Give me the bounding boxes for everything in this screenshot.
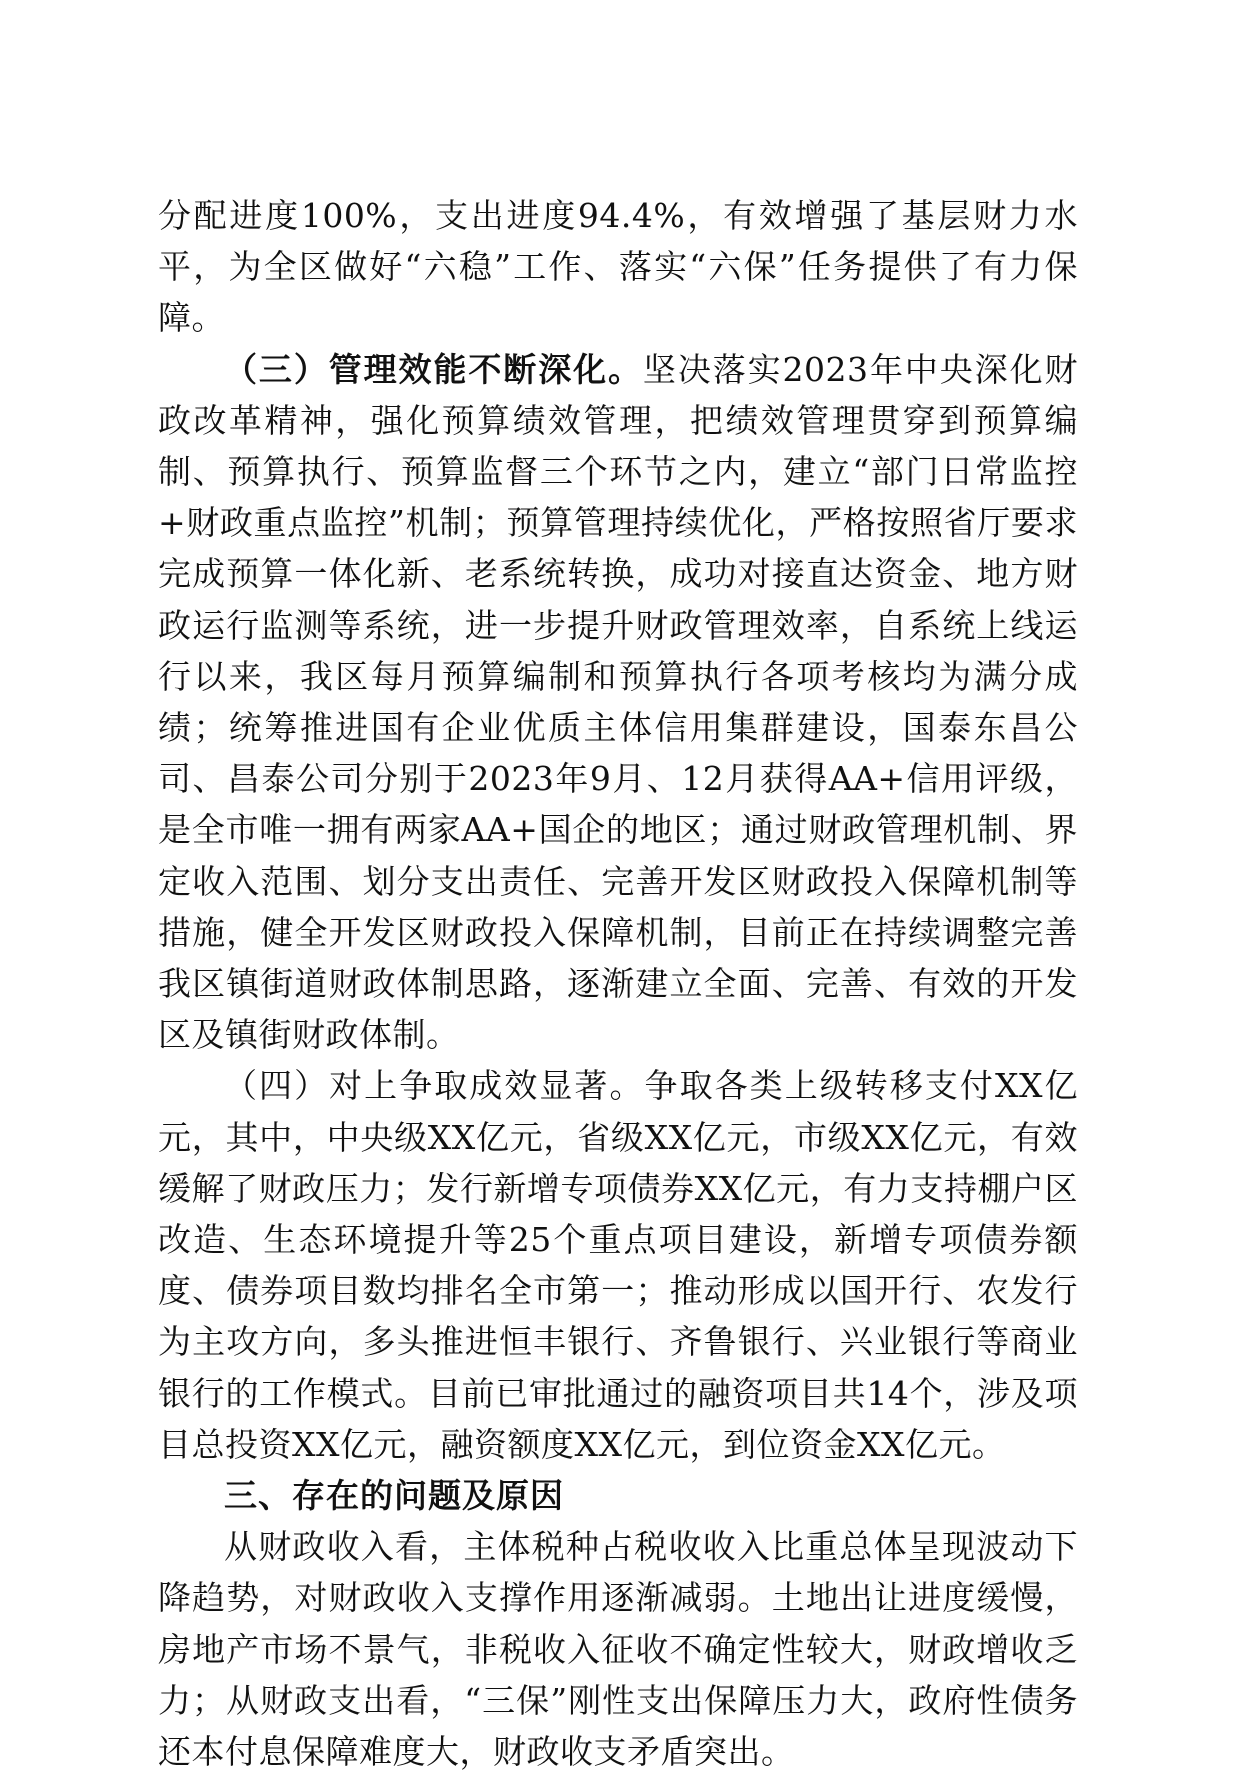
- section-lead-management-efficiency: （三）管理效能不断深化。: [224, 349, 643, 389]
- paragraph-management-efficiency-body: 坚决落实2023年中央深化财政改革精神，强化预算绩效管理，把绩效管理贯穿到预算编制、预算执行、预算监督三个环节之内，建立“部门日常监控+财政重点监控”机制；预算管理持续优化，严格按照省厅要求完成预算一体化新、老系统转换，成功对接直达资金、地方财政运行监测等系统，进一步提升财政管理效率，自系统上线运行以来，我区每月预算编制和预算执行各项考核均为满分成绩；统筹推进国有企业优质主体信用集群建设，国泰东昌公司、昌泰公司分别于2023年9月、12月获得AA+信用评级，是全市唯一拥有两家AA+国企的地区；通过财政管理机制、界定收入范围、划分支出责任、完善开发区财政投入保障机制等措施，健全开发区财政投入保障机制，目前正在持续调整完善我区镇街道财政体制思路，逐渐建立全面、完善、有效的开发区及镇街财政体制。: [158, 349, 1079, 1055]
- paragraph-upper-level-funding: （四）对上争取成效显著。争取各类上级转移支付XX亿元，其中，中央级XX亿元，省级XX亿元，市级XX亿元，有效缓解了财政压力；发行新增专项债券XX亿元，有力支持棚户区改造、生态环境提升等25个重点项目建设，新增专项债券额度、债券项目数均排名全市第一；推动形成以国开行、农发行为主攻方向，多头推进恒丰银行、齐鲁银行、兴业银行等商业银行的工作模式。目前已审批通过的融资项目共14个，涉及项目总投资XX亿元，融资额度XX亿元，到位资金XX亿元。: [158, 1066, 1078, 1464]
- section-heading-problems: 三、存在的问题及原因: [224, 1476, 564, 1516]
- paragraph-management-efficiency: [158, 344, 1078, 1061]
- paragraph-fund-progress: 分配进度100%，支出进度94.4%，有效增强了基层财力水平，为全区做好“六稳”工作、落实“六保”任务提供了有力保障。: [158, 196, 1078, 338]
- paragraph-problems-causes: 从财政收入看，主体税种占税收收入比重总体呈现波动下降趋势，对财政收入支撑作用逐渐减弱。土地出让进度缓慢，房地产市场不景气，非税收入征收不确定性较大，财政增收乏力；从财政支出看，“三保”刚性支出保障压力大，政府性债务还本付息保障难度大，财政收支矛盾突出。: [158, 1527, 1078, 1772]
- document-body: [158, 190, 1078, 1777]
